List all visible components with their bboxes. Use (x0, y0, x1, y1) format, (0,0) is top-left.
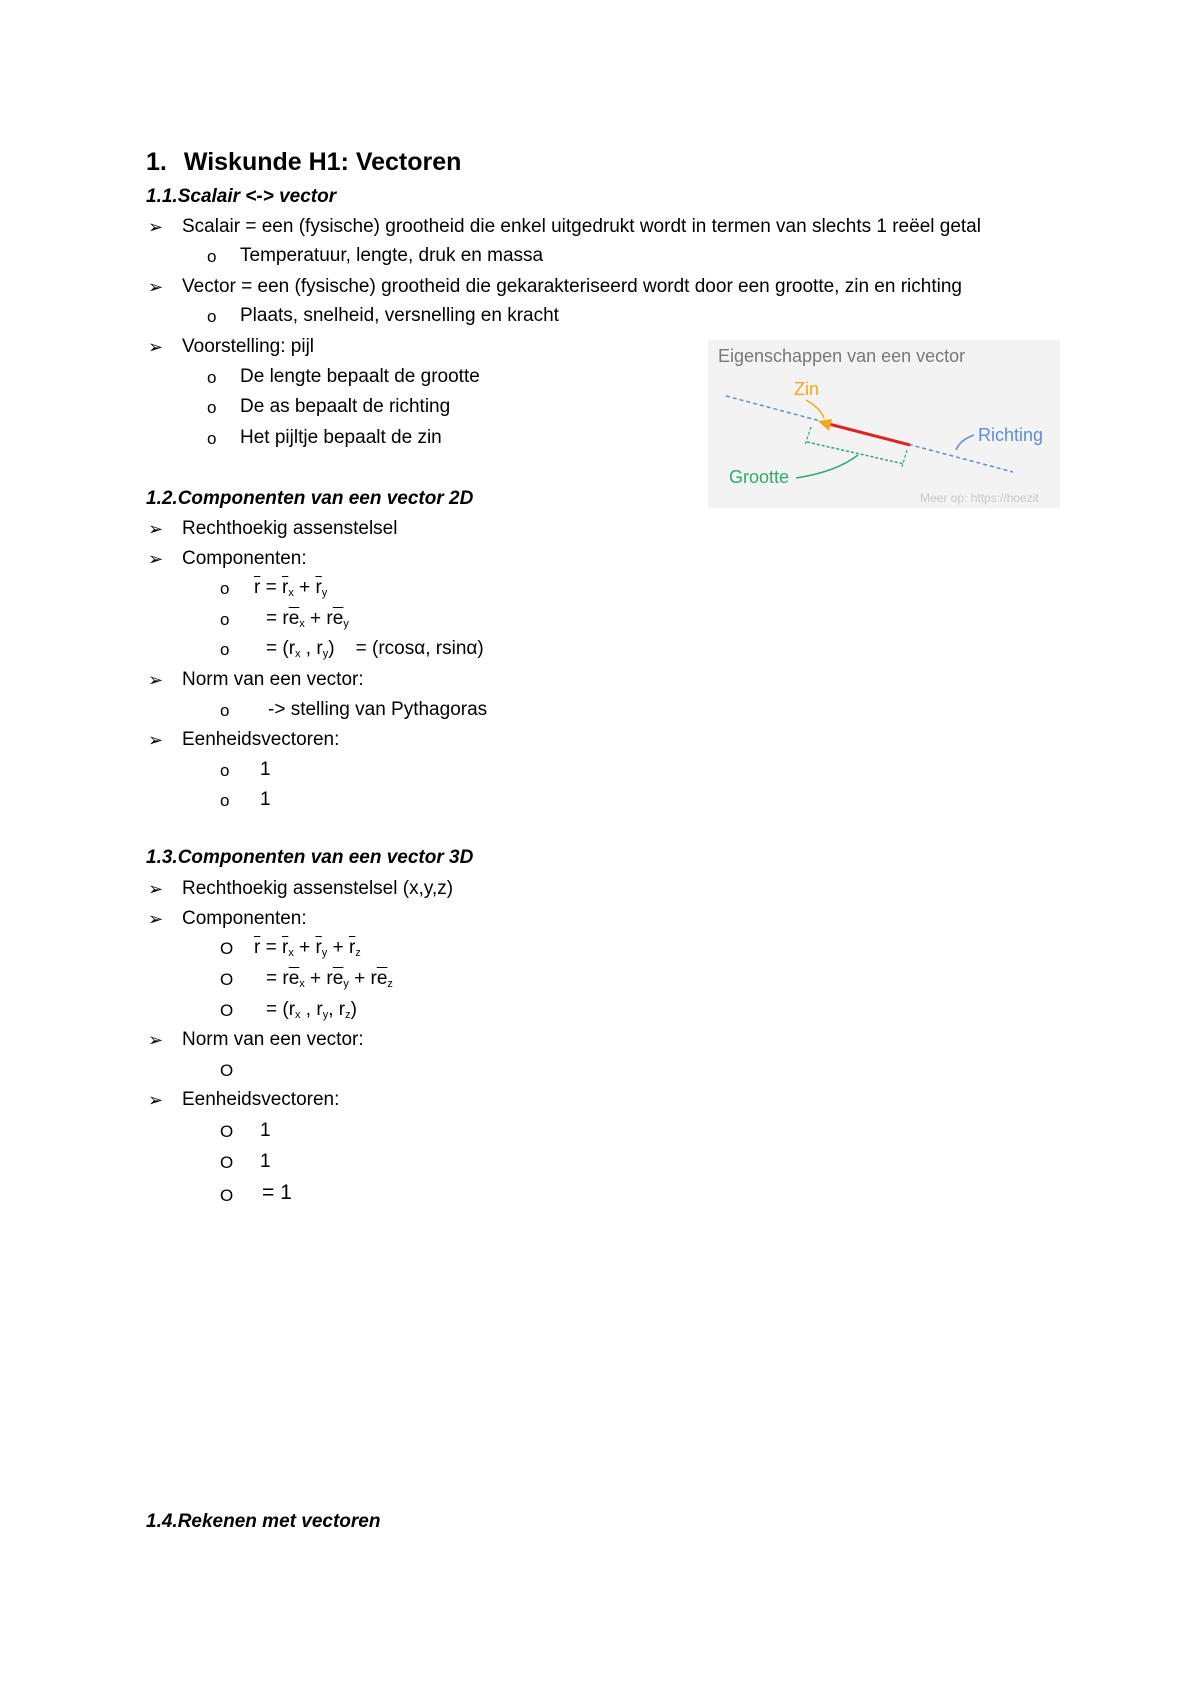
vector-properties-figure (708, 340, 1060, 508)
formula-3d-2: = $r\overline{e}_x + r\overline{e}_y + r\overline{e}_z$ (266, 968, 393, 990)
section-1-4-heading (146, 1511, 380, 1533)
section-1-1-heading (146, 186, 336, 208)
circle-bullet-icon: O (220, 970, 234, 989)
list-item: = 1 (262, 1181, 292, 1204)
circle-bullet-icon: O (220, 1153, 234, 1172)
list-item: 1 (260, 789, 271, 810)
grootte-tick-right (902, 450, 907, 467)
formula-2d-2: = $r\overline{e}_x + r\overline{e}_y$ (266, 608, 349, 630)
circle-bullet-icon: O (220, 1186, 234, 1205)
arrow-bullet-icon: ➢ (148, 879, 164, 899)
grootte-label: Grootte (729, 467, 790, 487)
section-title: Scalair <-> vector (177, 186, 337, 207)
arrowhead-icon (818, 419, 832, 431)
zin-pointer (806, 400, 824, 418)
formula-2d-3: = ($r_x$ , $r_y$) = (rcosα, rsinα) (266, 638, 484, 660)
vector-line (821, 422, 910, 445)
list-item: Temperatuur, lengte, druk en massa (240, 245, 544, 266)
list-item: Norm van een vector: (182, 669, 364, 690)
circle-bullet-icon: o (207, 398, 217, 417)
grootte-span (807, 442, 904, 464)
list-item: De as bepaalt de richting (240, 396, 451, 417)
richting-pointer (956, 435, 974, 450)
list-item: -> stelling van Pythagoras (268, 699, 488, 720)
list-item: Voorstelling: pijl (182, 336, 315, 357)
section-number: 1.4. (146, 1511, 178, 1532)
heading-number: 1. (146, 148, 167, 176)
page-title (146, 148, 461, 177)
arrow-bullet-icon: ➢ (148, 909, 164, 929)
arrow-bullet-icon: ➢ (148, 1030, 164, 1050)
list-item: Rechthoekig assenstelsel (x,y,z) (182, 878, 454, 899)
arrow-bullet-icon: ➢ (148, 1090, 164, 1110)
figure-title: Eigenschappen van een vector (718, 346, 966, 366)
section-title: Componenten van een vector 2D (177, 488, 474, 509)
list-item: De lengte bepaalt de grootte (240, 366, 480, 387)
section-number: 1.1. (146, 186, 178, 207)
arrow-bullet-icon: ➢ (148, 217, 164, 237)
circle-bullet-icon: o (220, 761, 230, 780)
circle-bullet-icon: o (220, 640, 230, 659)
arrow-bullet-icon: ➢ (148, 549, 164, 569)
circle-bullet-icon: O (220, 1001, 234, 1020)
figure-credit: Meer op: https://hoezit (920, 491, 1039, 505)
circle-bullet-icon: o (220, 701, 230, 720)
arrow-bullet-icon: ➢ (148, 277, 164, 297)
list-item: 1 (260, 1120, 271, 1141)
circle-bullet-icon: o (207, 368, 217, 387)
arrow-bullet-icon: ➢ (148, 337, 164, 357)
heading-title: Wiskunde H1: Vectoren (183, 148, 462, 176)
circle-bullet-icon: O (220, 1122, 234, 1141)
list-item: Norm van een vector: (182, 1029, 364, 1050)
list-item: Scalair = een (fysische) grootheid die enkel uitgedrukt wordt in termen van slechts 1 reëel getal (182, 216, 981, 237)
section-title: Rekenen met vectoren (177, 1511, 381, 1532)
section-1-2-heading (146, 488, 473, 510)
circle-bullet-icon: o (220, 610, 230, 629)
circle-bullet-icon: O (220, 939, 234, 958)
circle-bullet-icon: o (207, 307, 217, 326)
arrow-bullet-icon: ➢ (148, 670, 164, 690)
formula-3d-1: $\overline{r} = \overline{r}_x + \overline{r}_y + \overline{r}_z$ (254, 937, 361, 959)
list-item: 1 (260, 759, 271, 780)
list-item: Rechthoekig assenstelsel (182, 518, 398, 539)
grootte-pointer (796, 455, 858, 478)
list-item: 1 (260, 1151, 271, 1172)
section-1-3-heading (146, 847, 473, 869)
list-item: Componenten: (182, 548, 307, 569)
richting-label: Richting (978, 425, 1044, 445)
list-item: Eenheidsvectoren: (182, 1089, 340, 1110)
list-item: Vector = een (fysische) grootheid die gekarakteriseerd wordt door een grootte, zin en richting (182, 276, 962, 297)
circle-bullet-icon: o (220, 791, 230, 810)
list-item: Plaats, snelheid, versnelling en kracht (240, 305, 559, 326)
vector-diagram (708, 340, 1060, 508)
list-item: Componenten: (182, 908, 307, 929)
circle-bullet-icon: o (220, 579, 230, 598)
section-title: Componenten van een vector 3D (177, 847, 474, 868)
arrow-bullet-icon: ➢ (148, 730, 164, 750)
circle-bullet-icon: O (220, 1061, 234, 1080)
list-item: Het pijltje bepaalt de zin (240, 427, 442, 448)
formula-2d-1: $\overline{r} = \overline{r}_x + \overline{r}_y$ (254, 577, 328, 599)
section-number: 1.2. (146, 488, 178, 509)
arrow-bullet-icon: ➢ (148, 519, 164, 539)
section-number: 1.3. (146, 847, 178, 868)
circle-bullet-icon: o (207, 429, 217, 448)
circle-bullet-icon: o (207, 247, 217, 266)
formula-3d-3: = ($r_x$ , $r_y$, $r_z$) (266, 999, 357, 1021)
zin-label: Zin (794, 379, 820, 399)
list-item: Eenheidsvectoren: (182, 729, 340, 750)
